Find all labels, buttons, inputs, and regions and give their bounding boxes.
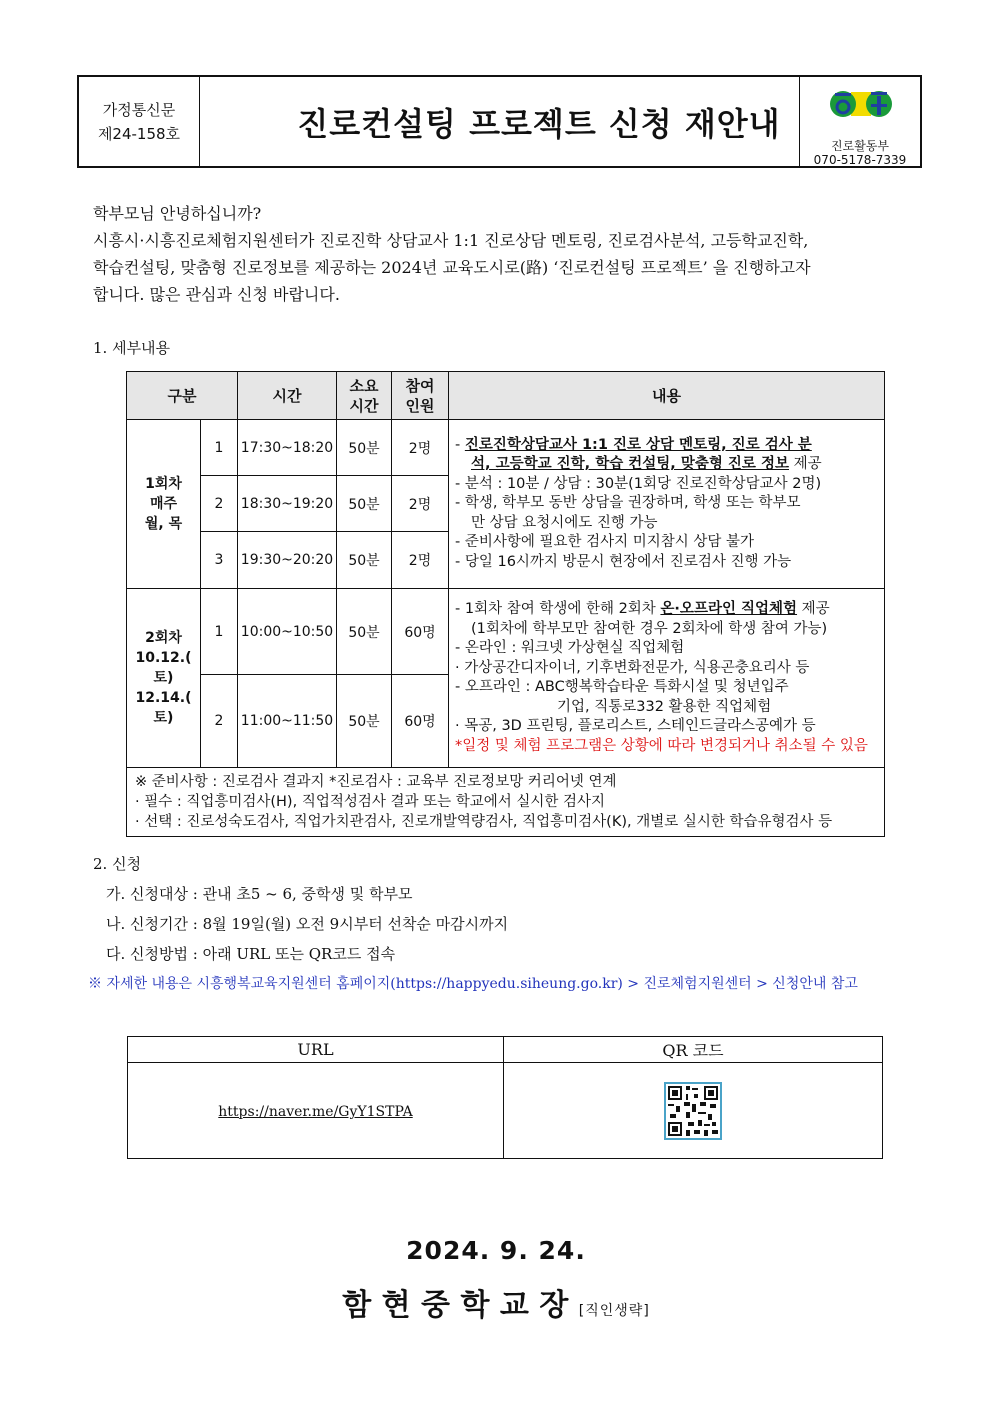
table-row bbox=[127, 420, 885, 476]
content-highlight: 온·오프라인 직업체험 bbox=[660, 601, 798, 617]
change-notice: *일정 및 체험 프로그램은 상황에 따라 변경되거나 취소될 수 있음 bbox=[455, 737, 868, 754]
row-duration: 50분 bbox=[337, 589, 392, 675]
row-duration: 50분 bbox=[337, 532, 392, 589]
row-people: 60명 bbox=[392, 589, 449, 675]
row-time: 11:00~11:50 bbox=[238, 675, 337, 768]
principal-signature bbox=[0, 1280, 992, 1324]
row-duration: 50분 bbox=[337, 476, 392, 532]
qr-header: QR 코드 bbox=[504, 1037, 883, 1063]
row-number: 3 bbox=[201, 532, 238, 589]
row-number: 1 bbox=[201, 420, 238, 476]
prep-line: · 선택 : 진로성숙도검사, 직업가치관검사, 진로개발역량검사, 직업흥미검사(K), 개별로 실시한 학습유형검사 등 bbox=[135, 814, 833, 830]
row-people: 2명 bbox=[392, 476, 449, 532]
row-people: 2명 bbox=[392, 532, 449, 589]
content-highlight: 석, 고등학교 진학, 학습 컨설팅, 맞춤형 진로 정보 bbox=[471, 456, 789, 473]
content-highlight: 진로진학상담교사 1:1 진로 상담 멘토링, 진로 검사 분 bbox=[464, 436, 812, 453]
col-header-time: 시간 bbox=[238, 372, 337, 420]
content-line: - 온라인 : 워크넷 가상현실 직업체험 bbox=[455, 640, 685, 656]
content-bullet: - bbox=[455, 436, 465, 453]
prep-line: ※ 준비사항 : 진로검사 결과지 *진로검사 : 교육부 진로정보망 커리어넷 연계 bbox=[135, 774, 617, 790]
row-number: 1 bbox=[201, 589, 238, 675]
round-1-label: 1회차 매주 월, 목 bbox=[127, 420, 201, 589]
table-row bbox=[127, 589, 885, 675]
detail-table bbox=[126, 371, 885, 837]
page-title: 진로컨설팅 프로젝트 신청 재안내 bbox=[297, 104, 781, 143]
row-time: 10:00~10:50 bbox=[238, 589, 337, 675]
content-text: 제공 bbox=[789, 456, 822, 473]
col-header-content: 내용 bbox=[449, 372, 885, 420]
apply-target: 가. 신청대상 : 관내 초5 ~ 6, 중학생 및 학부모 bbox=[106, 885, 413, 903]
row-number: 2 bbox=[201, 675, 238, 768]
content-line: - 오프라인 : ABC행복학습타운 특화시설 및 청년입주 bbox=[455, 679, 789, 695]
qr-code-icon[interactable] bbox=[664, 1082, 722, 1140]
round-1-content bbox=[449, 420, 885, 589]
greeting: 학부모님 안녕하십니까? bbox=[93, 204, 262, 223]
intro-line-1: 시흥시·시흥진로체험지원센터가 진로진학 상담교사 1:1 진로상담 멘토링, 진로검사분석, 고등학교진학, bbox=[93, 231, 809, 250]
content-line: · 목공, 3D 프린팅, 플로리스트, 스테인드글라스공예가 등 bbox=[455, 718, 816, 734]
row-people: 60명 bbox=[392, 675, 449, 768]
row-duration: 50분 bbox=[337, 420, 392, 476]
content-line: - 당일 16시까지 방문시 현장에서 진로검사 진행 가능 bbox=[455, 553, 792, 570]
row-people: 2명 bbox=[392, 420, 449, 476]
intro-line-2: 학습컨설팅, 맞춤형 진로정보를 제공하는 2024년 교육도시로(路) ‘진로컨설팅 프로젝트’ 을 진행하고자 bbox=[93, 258, 811, 277]
dept-phone: 070-5178-7339 bbox=[813, 153, 907, 167]
apply-period: 나. 신청기간 : 8월 19일(월) 오전 9시부터 선착순 마감시까지 bbox=[106, 915, 509, 933]
link-table bbox=[127, 1036, 883, 1159]
round-2-content bbox=[449, 589, 885, 768]
issue-date: 2024. 9. 24. bbox=[406, 1236, 586, 1265]
content-line: - 학생, 학부모 동반 상담을 권장하며, 학생 또는 학부모 bbox=[455, 495, 801, 512]
content-line: 만 상담 요청시에도 진행 가능 bbox=[471, 514, 658, 531]
content-text: - 1회차 참여 학생에 한해 2회차 bbox=[455, 601, 661, 617]
school-principal: 함 현 중 학 교 장 bbox=[342, 1288, 569, 1323]
row-duration: 50분 bbox=[337, 675, 392, 768]
row-time: 18:30~19:20 bbox=[238, 476, 337, 532]
apply-method: 다. 신청방법 : 아래 URL 또는 QR코드 접속 bbox=[106, 945, 396, 963]
round-2-label: 2회차 10.12.( 토) 12.14.( 토) bbox=[127, 589, 201, 768]
row-time: 17:30~18:20 bbox=[238, 420, 337, 476]
row-time: 19:30~20:20 bbox=[238, 532, 337, 589]
preparation-row bbox=[127, 768, 885, 837]
section-2-heading: 2. 신청 bbox=[93, 855, 142, 873]
school-logo-icon bbox=[829, 84, 893, 124]
row-number: 2 bbox=[201, 476, 238, 532]
apply-url-link[interactable]: https://naver.me/GyY1STPA bbox=[218, 1104, 413, 1120]
content-line: - 분석 : 10분 / 상담 : 30분(1회당 진로진학상담교사 2명) bbox=[455, 475, 822, 492]
col-header-category: 구분 bbox=[127, 372, 238, 420]
content-text: 제공 bbox=[797, 601, 830, 617]
document-header bbox=[77, 75, 922, 168]
content-line: (1회차에 학부모만 참여한 경우 2회차에 학생 참여 가능) bbox=[471, 620, 828, 637]
doc-type: 가정통신문 bbox=[102, 100, 176, 119]
detail-notice: ※ 자세한 내용은 시흥행복교육지원센터 홈페이지(https://happyedu.siheung.go.kr) > 진로체험지원센터 > 신청안내 참고 bbox=[88, 976, 858, 992]
col-header-duration: 소요 시간 bbox=[337, 372, 392, 420]
content-line: - 준비사항에 필요한 검사지 미지참시 상담 불가 bbox=[455, 534, 755, 551]
intro-line-3: 합니다. 많은 관심과 신청 바랍니다. bbox=[93, 285, 340, 304]
dept-info bbox=[799, 77, 920, 166]
doc-info bbox=[79, 77, 200, 166]
prep-line: · 필수 : 직업흥미검사(H), 직업적성검사 결과 또는 학교에서 실시한 검사지 bbox=[135, 794, 605, 810]
doc-number: 제24-158호 bbox=[97, 124, 181, 143]
url-header: URL bbox=[128, 1037, 504, 1063]
content-line: 기업, 직통로332 활용한 직업체험 bbox=[557, 698, 772, 715]
content-line: · 가상공간디자이너, 기후변화전문가, 식용곤충요리사 등 bbox=[455, 659, 810, 676]
preparation-notes bbox=[127, 768, 885, 837]
col-header-people: 참여 인원 bbox=[392, 372, 449, 420]
section-1-heading: 1. 세부내용 bbox=[93, 339, 171, 357]
dept-name: 진로활동부 bbox=[831, 139, 889, 153]
seal-omitted: [직인생략] bbox=[578, 1303, 650, 1319]
